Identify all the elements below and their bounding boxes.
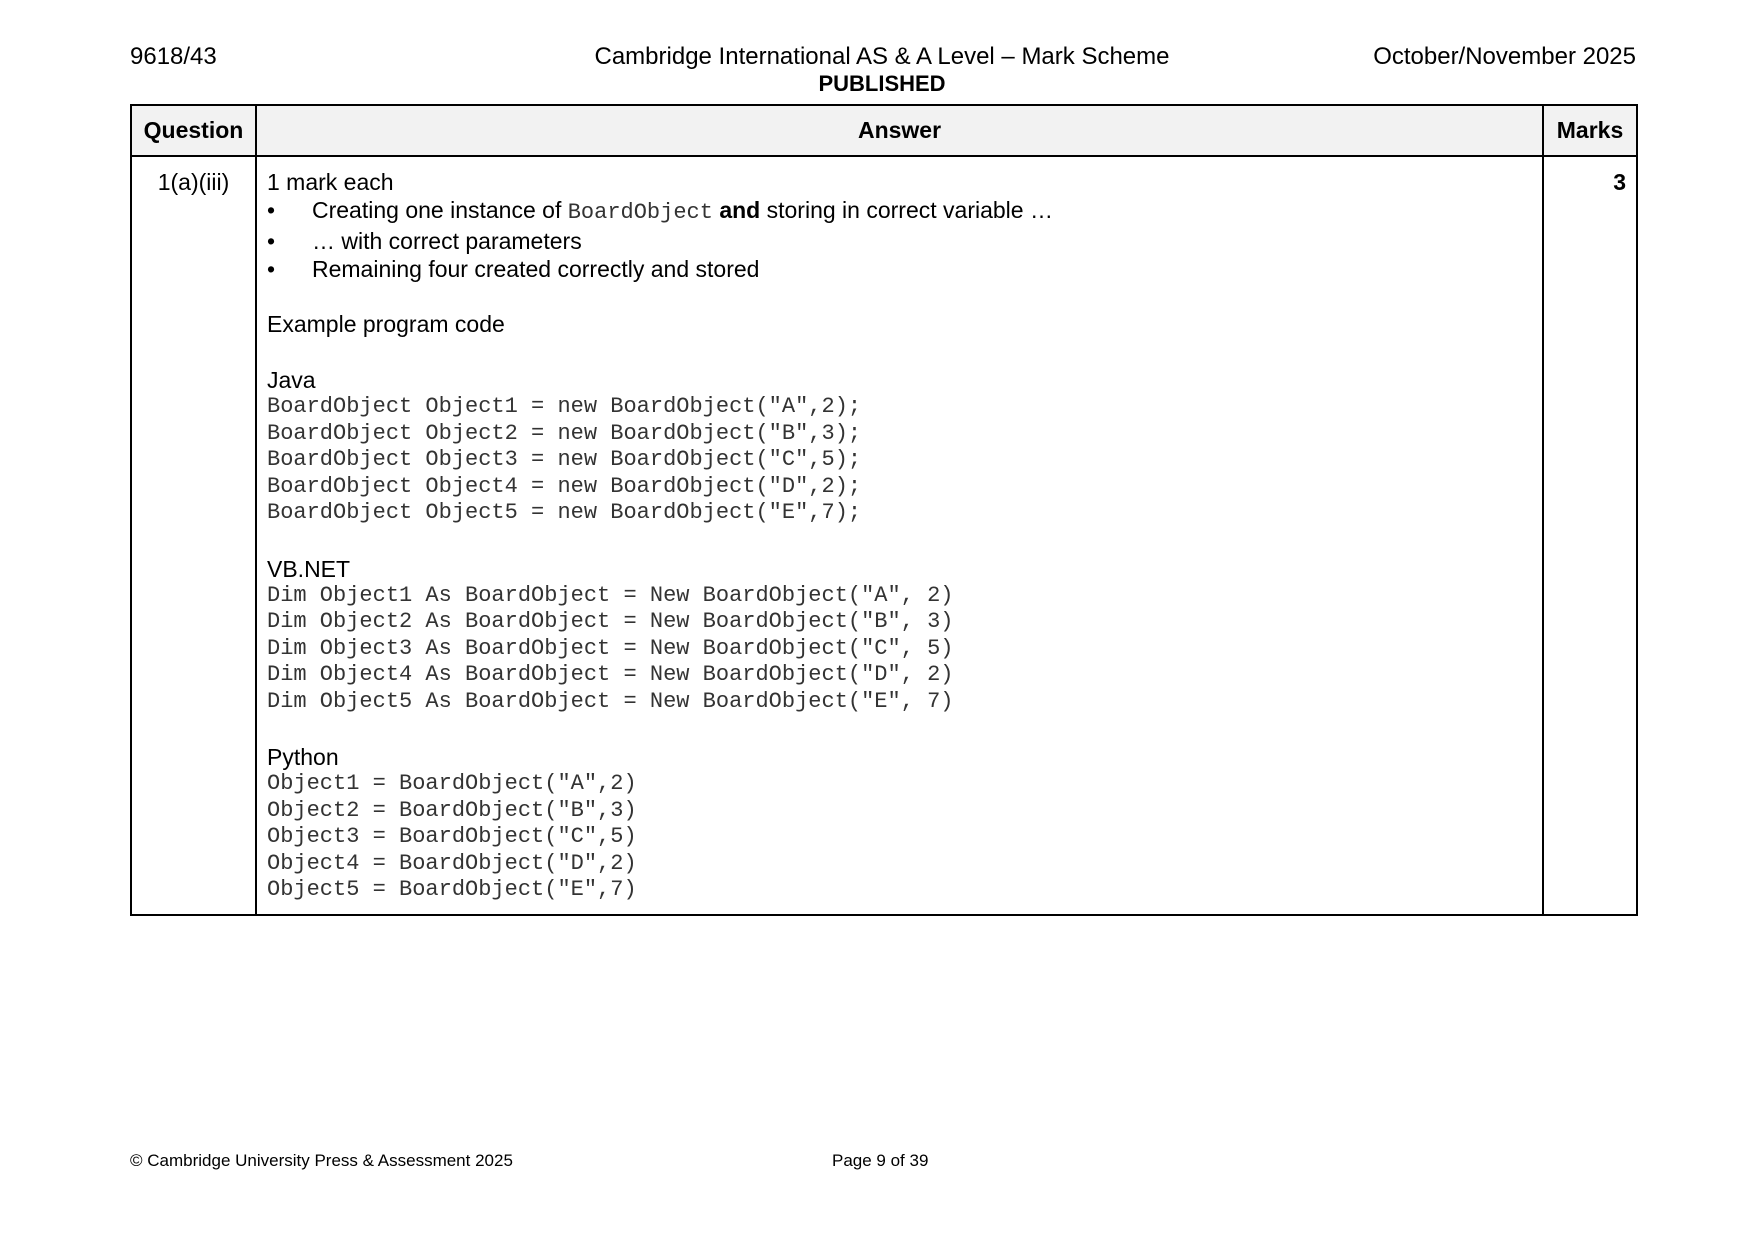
code-line: Dim Object4 As BoardObject = New BoardObject("D", 2) xyxy=(267,662,954,687)
question-column-header: Question xyxy=(131,105,256,156)
vbnet-code-block xyxy=(267,583,1532,716)
code-line: BoardObject Object3 = new BoardObject("C",5); xyxy=(267,447,862,472)
marking-point-3: • Remaining four created correctly and stored xyxy=(267,255,1532,283)
page-number: Page 9 of 39 xyxy=(832,1151,929,1170)
marks-value: 3 xyxy=(1543,156,1637,915)
code-line: BoardObject Object2 = new BoardObject("B",3); xyxy=(267,420,862,446)
table-row xyxy=(131,156,1637,915)
table-header-row xyxy=(131,105,1637,156)
code-line: Object4 = BoardObject("D",2) xyxy=(267,850,637,876)
marking-point-1 xyxy=(267,196,1532,227)
answer-column-header: Answer xyxy=(256,105,1543,156)
question-number: 1(a)(iii) xyxy=(131,156,256,915)
exam-session: October/November 2025 xyxy=(1373,43,1636,70)
marking-point-1-text: Creating one instance of xyxy=(312,197,568,223)
vbnet-label: VB.NET xyxy=(267,555,351,582)
answer-cell xyxy=(256,156,1543,915)
marking-point-2: • … with correct parameters xyxy=(267,227,1532,255)
code-line: Dim Object3 As BoardObject = New BoardObject("C", 5) xyxy=(267,635,954,661)
marking-point-1-tail: storing in correct variable … xyxy=(760,197,1053,223)
marking-points-list xyxy=(267,196,1532,283)
code-line: Dim Object5 As BoardObject = New BoardObject("E", 7) xyxy=(267,688,954,714)
copyright-notice: © Cambridge University Press & Assessment 2025 xyxy=(130,1151,513,1170)
marks-column-header: Marks xyxy=(1543,105,1637,156)
python-label: Python xyxy=(267,744,339,770)
python-code-block xyxy=(267,771,1532,904)
code-line: Object5 = BoardObject("E",7) xyxy=(267,877,637,902)
document-title: Cambridge International AS & A Level – Mark Scheme xyxy=(594,43,1170,70)
class-name-code: BoardObject xyxy=(567,200,713,225)
code-line: BoardObject Object5 = new BoardObject("E",7); xyxy=(267,500,862,525)
code-line: Dim Object2 As BoardObject = New BoardObject("B", 3) xyxy=(267,609,954,634)
example-code-label: Example program code xyxy=(267,311,505,337)
code-line: Object2 = BoardObject("B",3) xyxy=(267,797,637,823)
mark-allocation-intro: 1 mark each xyxy=(267,169,394,195)
code-line: BoardObject Object1 = new BoardObject("A",2); xyxy=(267,394,862,419)
published-label: PUBLISHED xyxy=(818,71,946,96)
code-line: Object1 = BoardObject("A",2) xyxy=(267,771,637,796)
java-label: Java xyxy=(267,367,316,393)
paper-code: 9618/43 xyxy=(130,43,217,70)
and-emphasis: and xyxy=(719,197,761,223)
code-line: Object3 = BoardObject("C",5) xyxy=(267,824,637,849)
code-line: Dim Object1 As BoardObject = New BoardObject("A", 2) xyxy=(267,582,954,608)
mark-scheme-table xyxy=(130,104,1638,916)
java-code-block xyxy=(267,394,1532,527)
code-line: BoardObject Object4 = new BoardObject("D",2); xyxy=(267,473,862,499)
